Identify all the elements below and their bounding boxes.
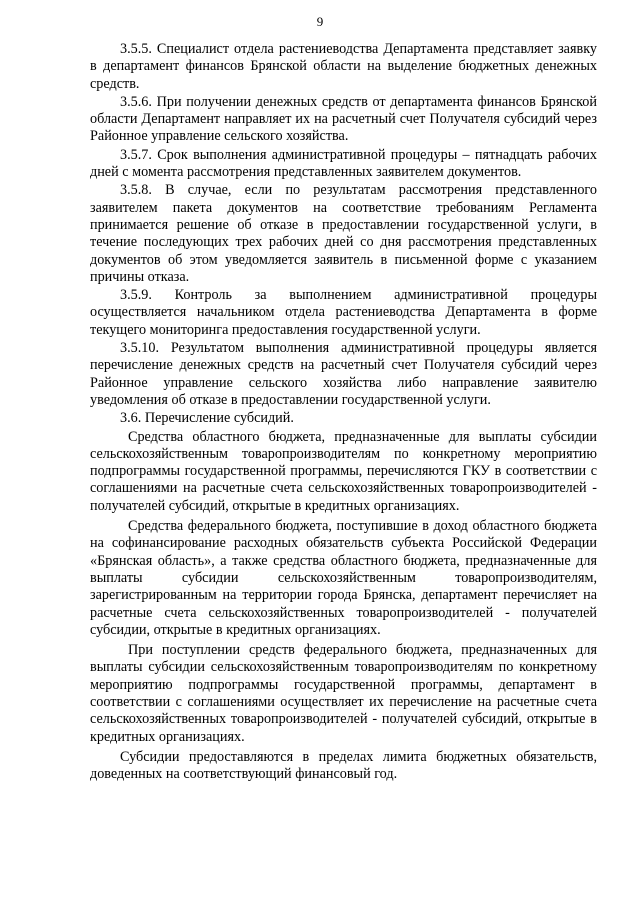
paragraph-regional-budget: Средства областного бюджета, предназначенные для выплаты субсидии сельскохозяйственным товаропроизводителям по конкретному мероприятию подпрограммы государственной программы, перечисляются ГКУ в соответствии с соглашениями на расчетные счета сельскохозяйственных товаропроизводителей - получателей субсидий, открытые в кредитных организациях.	[90, 428, 597, 514]
paragraph-3-5-6: 3.5.6. При получении денежных средств от департамента финансов Брянской области Департамент направляет их на расчетный счет Получателя субсидий через Районное управление сельского хозяйства.	[90, 93, 597, 145]
paragraph-3-5-10: 3.5.10. Результатом выполнения административной процедуры является перечисление денежных средств на расчетный счет Получателя субсидий через Районное управление сельского хозяйства либо направление заявителю уведомления об отказе в предоставлении государственной услуги.	[90, 340, 597, 408]
paragraph-federal-receipt: При поступлении средств федерального бюджета, предназначенных для выплаты субсидии сельскохозяйственным товаропроизводителям по конкретному мероприятию подпрограммы государственной программы, департамент в соответствии с соглашениями осуществляет их перечисление на расчетные счета сельскохозяйственных товаропроизводителей - получателей субсидий, открытые в кредитных организациях.	[90, 642, 597, 745]
paragraph-3-5-8: 3.5.8. В случае, если по результатам рассмотрения представленного заявителем пакета документов на соответствие требованиям Регламента принимается решение об отказе в предоставлении государственной услуги, в течение последующих трех рабочих дней со дня рассмотрения представленных документов об этом уведомляется заявитель в письменной форме с указанием причины отказа.	[90, 182, 597, 285]
paragraph-3-5-5: 3.5.5. Специалист отдела растениеводства Департамента представляет заявку в департамент финансов Брянской области на выделение бюджетных денежных средств.	[90, 41, 597, 92]
document-body	[90, 41, 597, 783]
paragraph-3-5-9: 3.5.9. Контроль за выполнением административной процедуры осуществляется начальником отдела растениеводства Департамента в форме текущего мониторинга предоставления государственной услуги.	[90, 287, 597, 338]
paragraph-limits: Субсидии предоставляются в пределах лимита бюджетных обязательств, доведенных на соответствующий финансовый год.	[90, 748, 597, 783]
paragraph-3-5-7: 3.5.7. Срок выполнения административной процедуры – пятнадцать рабочих дней с момента рассмотрения представленных заявителем документов.	[90, 146, 597, 181]
section-heading-3-6: 3.6. Перечисление субсидий.	[120, 410, 294, 427]
paragraph-federal-budget: Средства федерального бюджета, поступившие в доход областного бюджета на софинансирование расходных обязательств субъекта Российской Федерации «Брянская область», а также средства областного бюджета, предназначенные для выплаты субсидии сельскохозяйственным товаропроизводителям, зарегистрированным на территории города Брянска, департамент перечисляет на расчетные счета сельскохозяйственных товаропроизводителей - получателей субсидии, открытые в кредитных организациях.	[90, 518, 597, 638]
page-number: 9	[316, 14, 324, 29]
